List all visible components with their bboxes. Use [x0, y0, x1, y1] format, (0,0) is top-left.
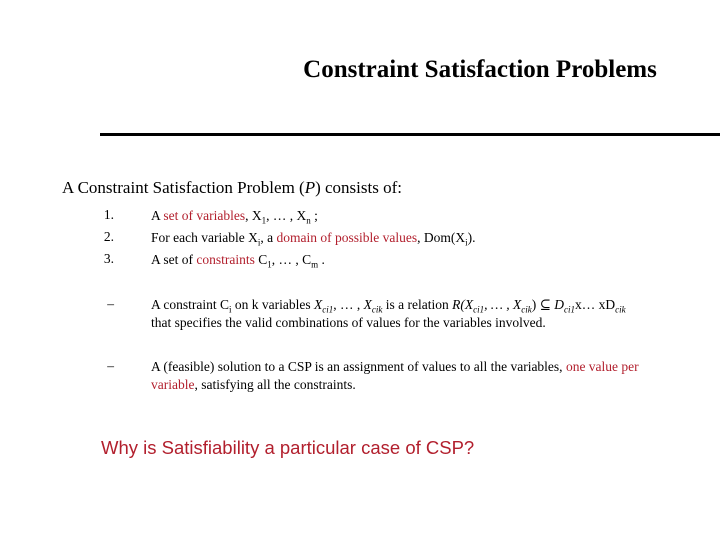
intro-line	[62, 178, 402, 198]
subscript: 1	[267, 259, 272, 270]
highlight-one-value: one value per variable	[151, 359, 639, 392]
problem-symbol: P	[304, 178, 316, 197]
item-text: A	[151, 208, 164, 223]
slide-title: Constraint Satisfaction Problems	[303, 56, 657, 83]
subscript: ci1	[322, 304, 334, 315]
item-number-3: 3.	[103, 251, 114, 266]
item-text: A (feasible) solution to a CSP is an assignment of values to all the variables,	[151, 359, 566, 374]
subscript: cik	[371, 304, 383, 315]
item-text: , Dom(X	[417, 230, 466, 245]
subscript: ci1	[564, 304, 576, 315]
item-text: A set of	[151, 252, 197, 267]
item-text: , … ,	[271, 252, 303, 267]
constraint-definition	[151, 296, 646, 331]
item-text: ;	[310, 208, 318, 223]
item-text: , satisfying all the constraints.	[194, 376, 356, 392]
item-text: , … , X	[484, 297, 522, 312]
item-text: R(X	[452, 297, 474, 312]
item-domains	[151, 229, 475, 247]
item-text: C	[302, 252, 312, 267]
item-text: , a	[260, 230, 277, 245]
subscript: cik	[521, 304, 532, 315]
subscript: n	[306, 215, 311, 226]
title-divider	[100, 133, 720, 136]
item-text: ).	[467, 230, 476, 245]
highlight-constraints: constraints	[196, 252, 255, 267]
subscript: m	[311, 259, 319, 270]
item-text: X	[363, 297, 372, 312]
item-constraints	[151, 251, 325, 269]
intro-text-before: A Constraint Satisfaction Problem (	[62, 178, 305, 197]
item-text: For each variable X	[151, 230, 258, 245]
subscript: ci1	[473, 304, 485, 315]
subscript: i	[229, 304, 232, 315]
item-text: that specifies the valid combinations of values for the variables involved.	[151, 314, 546, 330]
item-text: ) ⊆	[531, 297, 551, 312]
item-text: D	[554, 297, 565, 312]
item-text: X	[296, 208, 307, 223]
item-text: on k variables	[231, 297, 314, 312]
item-text: C	[254, 252, 268, 267]
item-text: A constraint C	[151, 297, 229, 312]
item-text: x… xD	[575, 297, 616, 312]
intro-text-after: ) consists of:	[315, 178, 402, 197]
item-text: , … ,	[266, 208, 297, 223]
item-number-2: 2.	[103, 229, 114, 244]
subscript: i	[257, 237, 261, 248]
question-text: Why is Satisfiability a particular case of CSP?	[101, 437, 475, 458]
item-text: is a relation	[382, 297, 453, 312]
item-text: X	[314, 297, 323, 312]
item-text: .	[318, 252, 325, 267]
subscript: i	[465, 237, 468, 248]
dash-bullet-1: –	[107, 296, 114, 311]
highlight-domain: domain of possible values	[276, 230, 418, 245]
item-text: , … ,	[333, 297, 364, 312]
subscript: 1	[261, 215, 267, 226]
item-variables	[151, 207, 318, 225]
item-number-1: 1.	[103, 207, 114, 222]
subscript: cik	[615, 304, 626, 315]
dash-bullet-2: –	[107, 358, 114, 373]
item-text: , X	[245, 208, 262, 223]
solution-definition	[151, 358, 646, 393]
highlight-variables: set of variables	[163, 208, 246, 223]
